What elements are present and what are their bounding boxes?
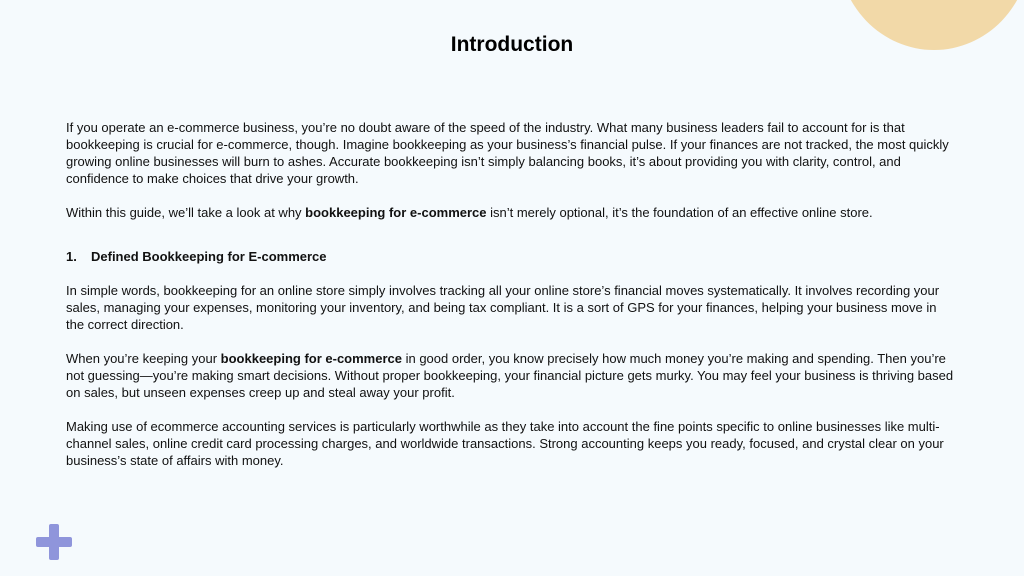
order-text-after: in good order, you know precisely how much money you’re making and spending. Then you’re not guessing—you’re making smart decisions. Without proper bookkeeping, your financial picture gets murky. You may feel your business is thriving based on sales, but unseen expenses creep up and steal away your profit. xyxy=(66,351,954,400)
intro-paragraph: If you operate an e-commerce business, you’re no doubt aware of the speed of the industry. What many business leaders fail to account for is that bookkeeping is crucial for e-commerce, though. Imagine bookkeeping as your business’s financial pulse. If your finances are not tracked, the most quickly growing online businesses will burn to ashes. Accurate bookkeeping isn’t simply balancing books, it’s about providing you with clarity, control, and confidence to make choices that drive your growth. xyxy=(66,120,949,186)
guide-bold-phrase: bookkeeping for e-commerce xyxy=(305,205,487,220)
guide-text-after: isn’t merely optional, it’s the foundation of an effective online store. xyxy=(486,205,873,220)
guide-paragraph xyxy=(66,204,958,221)
guide-text-before: Within this guide, we’ll take a look at why xyxy=(66,205,306,220)
slide-title: Introduction xyxy=(450,33,574,56)
plus-icon xyxy=(36,524,72,560)
slide-body xyxy=(66,119,958,486)
section-heading-text: Defined Bookkeeping for E-commerce xyxy=(91,249,327,264)
section-number: 1. xyxy=(66,249,77,264)
order-text-before: When you’re keeping your xyxy=(66,351,221,366)
section-heading xyxy=(66,248,958,265)
order-bold-phrase: bookkeeping for e-commerce xyxy=(220,351,402,366)
services-paragraph: Making use of ecommerce accounting services is particularly worthwhile as they take into account the fine points specific to online businesses like multi-channel sales, online credit card processing charges, and worldwide transactions. Strong accounting keeps you ready, focused, and crystal clear on your business’s state of affairs with money. xyxy=(66,419,944,468)
definition-paragraph: In simple words, bookkeeping for an online store simply involves tracking all your online store’s financial moves systematically. It involves recording your sales, managing your expenses, monitoring your inventory, and being tax compliant. It is a sort of GPS for your finances, helping your business move in the correct direction. xyxy=(66,283,940,332)
order-paragraph xyxy=(66,350,958,401)
